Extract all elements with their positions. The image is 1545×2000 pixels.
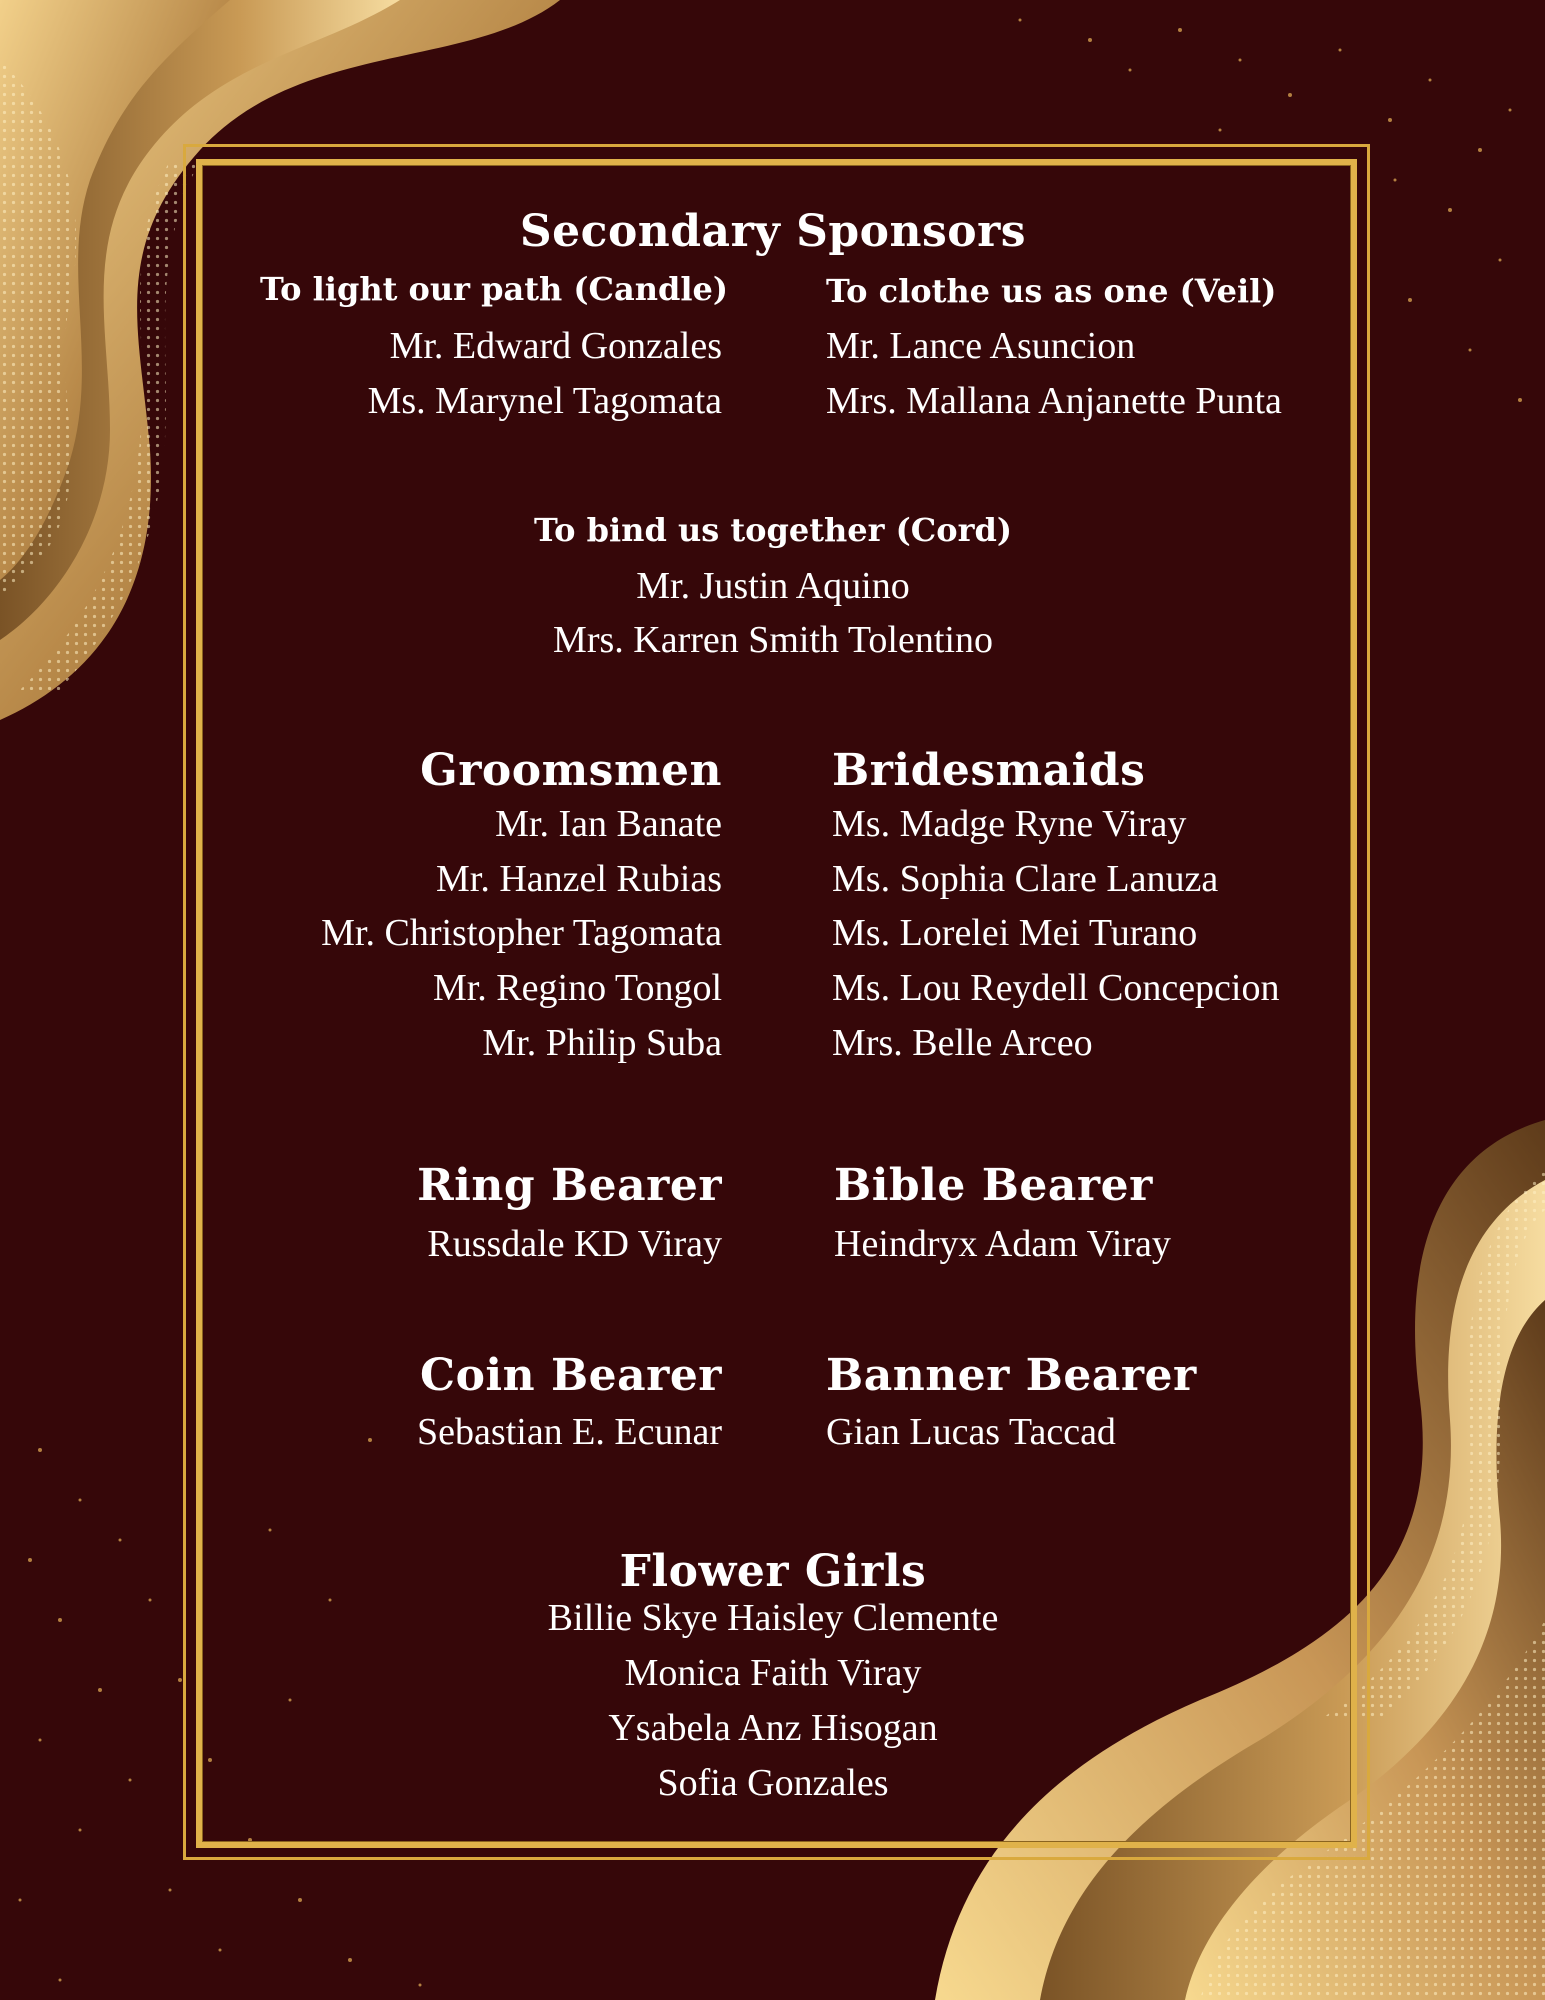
- groomsmen-title: Groomsmen: [420, 745, 722, 796]
- groomsman-name: Mr. Philip Suba: [482, 1022, 722, 1064]
- secondary-sponsors-title: Secondary Sponsors: [519, 206, 1027, 257]
- groomsman-name: Mr. Ian Banate: [495, 803, 722, 845]
- veil-sponsor-name: Mrs. Mallana Anjanette Punta: [826, 380, 1282, 422]
- groomsman-name: Mr. Christopher Tagomata: [321, 912, 722, 954]
- bridesmaid-name: Ms. Lou Reydell Concepcion: [832, 967, 1280, 1009]
- veil-sponsor-name: Mr. Lance Asuncion: [826, 325, 1136, 367]
- bridesmaids-title: Bridesmaids: [832, 745, 1146, 796]
- candle-label: To light our path (Candle): [260, 270, 729, 308]
- cord-sponsor-name: Mrs. Karren Smith Tolentino: [553, 619, 993, 661]
- cord-sponsor-name: Mr. Justin Aquino: [636, 565, 910, 607]
- bible-bearer-name: Heindryx Adam Viray: [834, 1223, 1171, 1265]
- candle-sponsor-name: Mr. Edward Gonzales: [389, 325, 722, 367]
- flower-girl-name: Billie Skye Haisley Clemente: [547, 1597, 999, 1639]
- flower-girl-name: Sofia Gonzales: [657, 1762, 889, 1804]
- veil-label: To clothe us as one (Veil): [826, 272, 1277, 310]
- ring-bearer-title: Ring Bearer: [417, 1160, 722, 1211]
- flower-girls-title: Flower Girls: [619, 1546, 927, 1597]
- banner-bearer-name: Gian Lucas Taccad: [826, 1411, 1116, 1453]
- candle-sponsor-name: Ms. Marynel Tagomata: [367, 380, 722, 422]
- flower-girl-name: Monica Faith Viray: [624, 1652, 922, 1694]
- groomsman-name: Mr. Hanzel Rubias: [435, 858, 722, 900]
- bridesmaid-name: Ms. Sophia Clare Lanuza: [832, 858, 1219, 900]
- coin-bearer-name: Sebastian E. Ecunar: [417, 1411, 722, 1453]
- bridesmaid-name: Mrs. Belle Arceo: [832, 1022, 1093, 1064]
- banner-bearer-title: Banner Bearer: [826, 1350, 1197, 1401]
- coin-bearer-title: Coin Bearer: [420, 1350, 722, 1401]
- ring-bearer-name: Russdale KD Viray: [427, 1223, 722, 1265]
- bridesmaid-name: Ms. Lorelei Mei Turano: [832, 912, 1198, 954]
- groomsman-name: Mr. Regino Tongol: [432, 967, 722, 1009]
- bridesmaid-name: Ms. Madge Ryne Viray: [832, 803, 1187, 845]
- cord-label: To bind us together (Cord): [534, 511, 1012, 549]
- flower-girl-name: Ysabela Anz Hisogan: [608, 1707, 938, 1749]
- bible-bearer-title: Bible Bearer: [834, 1160, 1153, 1211]
